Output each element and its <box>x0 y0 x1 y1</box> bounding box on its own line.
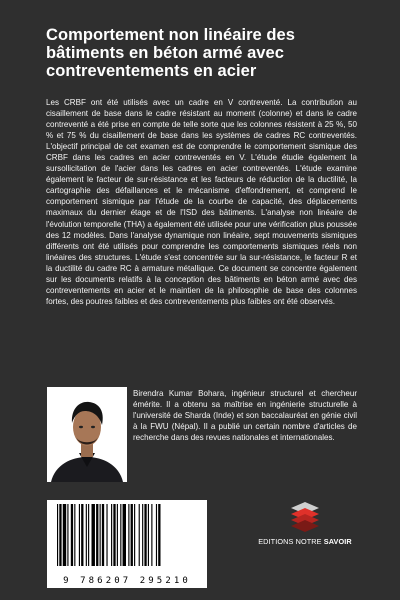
isbn-number: 9 786207 295210 <box>63 576 191 586</box>
barcode-bar <box>120 504 121 566</box>
book-title: Comportement non linéaire des bâtiments en béton armé avec contreventements en acier <box>46 26 295 80</box>
author-photo <box>47 387 127 482</box>
publisher-name: EDITIONS NOTRE SAVOIR <box>258 537 352 546</box>
barcode-bar <box>71 504 73 566</box>
barcode-bar <box>158 504 160 566</box>
barcode-bar <box>63 504 66 566</box>
barcode-bar <box>142 504 143 566</box>
barcode-bar <box>128 504 129 566</box>
author-bio: Birendra Kumar Bohara, ingénieur structurel et chercheur émérite. Il a obtenu sa maîtrise en ingénierie structurelle à l'université de Sharda (Inde) et son baccalauréat en génie civil à la FWU (Népal). Il a publié un certain nombre d'articles de recherche dans des revues nationales et internationales. <box>133 389 357 443</box>
barcode-bar <box>57 504 58 566</box>
barcode-bar <box>134 504 135 566</box>
barcode-bar <box>111 504 112 566</box>
barcode-bar <box>106 504 107 566</box>
book-stack-icon <box>285 500 325 534</box>
barcode-bar <box>151 504 152 566</box>
barcode-bar <box>123 504 126 566</box>
barcode-bar <box>86 504 87 566</box>
barcode-bar <box>148 504 149 566</box>
barcode-bar <box>102 504 104 566</box>
barcode-bar <box>96 504 98 566</box>
publisher-logo <box>252 500 358 552</box>
barcode-bar <box>67 504 68 566</box>
barcode-bar <box>74 504 75 566</box>
barcode-bar <box>113 504 115 566</box>
barcode-bar <box>92 504 95 566</box>
barcode-bar <box>156 504 157 566</box>
barcode-bar <box>81 504 83 566</box>
barcode-bar <box>131 504 133 566</box>
isbn-barcode <box>47 500 207 588</box>
barcode-bar <box>100 504 101 566</box>
barcode-bar <box>59 504 61 566</box>
book-abstract: Les CRBF ont été utilisés avec un cadre en V contreventé. La contribution au cisaillement de base dans le cadre résistant au moment (colonne) et dans le cadre contreventé a été prise en compte de telle sorte que les colonnes résistent à 25 %, 50 % et 75 % du cisaillement de base dans les systèmes de cadres RC contreventés. L'objectif principal de cet examen est de comprendre le comportement sismique des CRBF dans les cadres en acier contreventés en V. L'étude étudie également la sursollicitation de l'acier dans les cadres en acier contreventés. L'étude examine également le facteur de sur-résistance et les facteurs de réduction de la ductilité, la cartographie des défaillances et le mécanisme d'effondrement, et comprend le comportement sismique par l'étude de la courbe de capacité, des déplacements maximaux du dernier étage et de l'ISD des bâtiments. L'analyse non linéaire de l'évolution temporelle (THA) a également été utilisée pour une vérification plus poussée des 12 modèles. Dans l'analyse dynamique non linéaire, sept mouvements sismiques différents ont été utilisés pour comprendre les comportements sismiques réels non linéaires des structures. L'étude s'est concentrée sur la sur-résistance, le facteur R et la ductilité du cadre RC à armature métallique. Ce document se concentre également sur les documents relatifs à la conception des bâtiments en béton armé avec des contreventements en acier et le maintien de la philosophie de base des colonnes fortes, des poutres faibles et des contreventements plus faibles ont été observés. <box>46 98 357 306</box>
barcode-bar <box>139 504 140 566</box>
barcode-bar <box>88 504 89 566</box>
barcode-bar <box>117 504 118 566</box>
barcode-bar <box>144 504 146 566</box>
barcode-bar <box>79 504 80 566</box>
